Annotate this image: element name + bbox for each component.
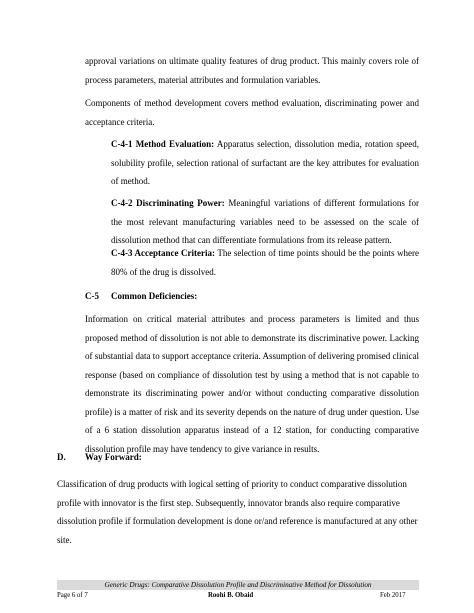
paragraph-way-forward: Classification of drug products with logical setting of priority to conduct comparative dissolution profile with innovator is the first step. Subsequently, innovator brands also require comparative dissolution profile if formulation development is done or/and reference is manufactured at any other site.	[57, 479, 418, 545]
section-c41-label: C-4-1 Method Evaluation:	[111, 139, 215, 149]
heading-c5-title: Common Deficiencies:	[111, 291, 198, 301]
footer-page-number: Page 6 of 7	[57, 592, 88, 599]
section-c42-text: Meaningful variations of different formulations for the most relevant manufacturing variables need to be assessed on the scale of dissolution method that can differentiate formulations from its release pattern.	[111, 198, 419, 245]
heading-d-title: Way Forward:	[85, 452, 142, 462]
section-c43	[111, 244, 419, 281]
footer-author: Roohi B. Obaid	[208, 592, 254, 599]
heading-c5-number: C-5	[85, 291, 99, 301]
heading-d-number: D.	[57, 452, 66, 462]
paragraph-components: Components of method development covers method evaluation, discriminating power and acceptance criteria.	[85, 98, 419, 127]
section-c42-label: C-4-2 Discriminating Power:	[111, 198, 225, 208]
footer-title: Generic Drugs: Comparative Dissolution Profile and Discriminative Method for Dissolution	[57, 580, 419, 590]
section-c42	[111, 194, 419, 250]
section-c41-text: Apparatus selection, dissolution media, rotation speed, solubility profile, selection rational of surfactant are the key attributes for evaluation of method.	[111, 139, 420, 186]
paragraph-approval: approval variations on ultimate quality features of drug product. This mainly covers role of process parameters, material attributes and formulation variables.	[85, 56, 419, 85]
section-c43-label: C-4-3 Acceptance Criteria:	[111, 248, 215, 258]
section-c43-text: The selection of time points should be the points where 80% of the drug is dissolved.	[111, 248, 419, 277]
paragraph-common-deficiencies: Information on critical material attributes and process parameters is limited and thus proposed method of dissolution is not able to demonstrate its discriminative power. Lacking of substantial data to support acceptance criteria. Assumption of delivering promised clinical response (based on compliance of dissolution test by using a method that is not capable to demonstrate its discriminating power and/or without conducting comparative dissolution profile) is a matter of risk and its severity depends on the nature of drug under question. Use of a 6 station dissolution apparatus instead of a 12 station, for conducting comparative dissolution profile may have tendency to give variance in results.	[85, 314, 419, 454]
section-c41	[111, 135, 419, 191]
footer-date: Feb 2017	[380, 592, 406, 599]
